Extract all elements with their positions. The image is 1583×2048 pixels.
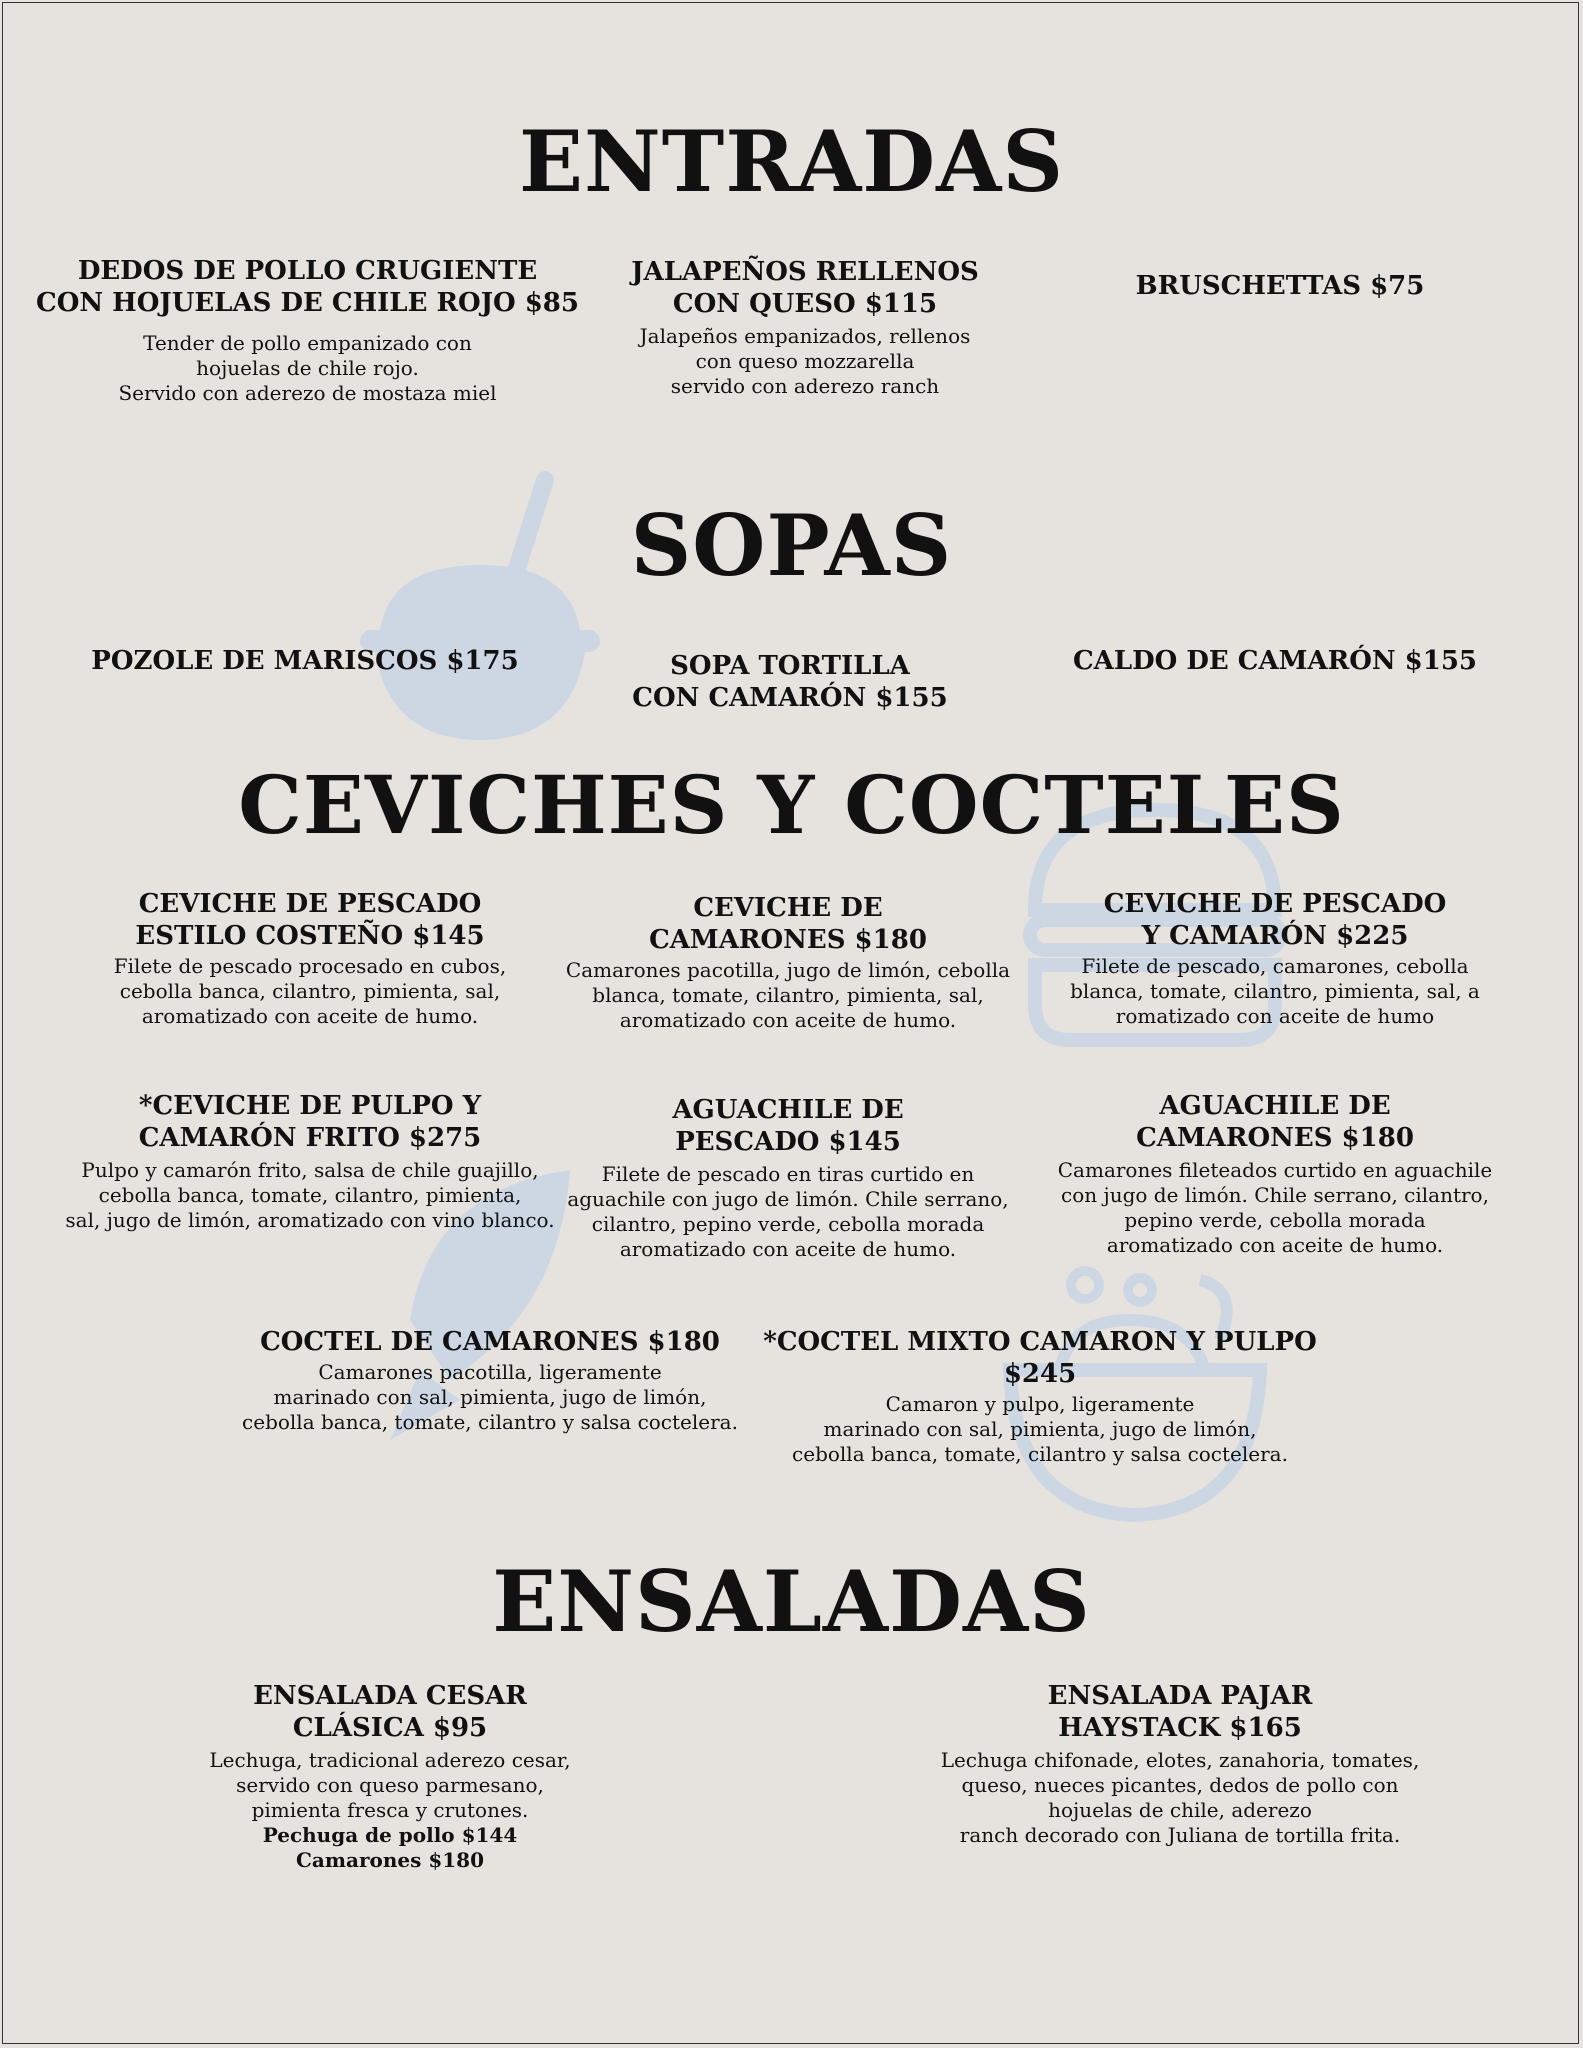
menu-item-name: ENSALADA CESAR CLÁSICA $95 — [253, 1681, 527, 1743]
menu-item — [1070, 270, 1490, 302]
section-title-sopas: SOPAS — [630, 496, 953, 595]
menu-item-description: Lechuga, tradicional aderezo cesar, servido con queso parmesano, pimienta fresca y crutones. — [209, 1748, 571, 1822]
menu-item-description: Pulpo y camarón frito, salsa de chile guajillo, cebolla banca, tomate, cilantro, pimienta, sal, jugo de limón, aromatizado con vino blanco. — [65, 1158, 555, 1232]
menu-item-name: CEVICHE DE PESCADO ESTILO COSTEÑO $145 — [135, 889, 485, 951]
menu-item-name: SOPA TORTILLA CON CAMARÓN $155 — [632, 651, 948, 713]
menu-item — [230, 1326, 750, 1435]
menu-item-name: CEVICHE DE PESCADO Y CAMARÓN $225 — [1103, 889, 1447, 951]
menu-item — [40, 1090, 580, 1233]
section-title-ensaladas: ENSALADAS — [492, 1552, 1091, 1651]
menu-item — [548, 1094, 1028, 1262]
menu-item — [560, 256, 1050, 399]
menu-item — [20, 255, 595, 406]
menu-item-name: CEVICHE DE CAMARONES $180 — [649, 893, 927, 955]
menu-item-name: AGUACHILE DE PESCADO $145 — [672, 1095, 904, 1157]
menu-item-description: Tender de pollo empanizado con hojuelas de chile rojo. Servido con aderezo de mostaza miel — [118, 331, 497, 405]
menu-item-name: CALDO DE CAMARÓN $155 — [1072, 646, 1478, 676]
menu-item-name: POZOLE DE MARISCOS $175 — [91, 646, 519, 676]
menu-item-description: Filete de pescado en tiras curtido en aguachile con jugo de limón. Chile serrano, cilantro, pepino verde, cebolla morada aromatizado con aceite de humo. — [567, 1162, 1009, 1261]
menu-item — [1055, 888, 1495, 1029]
menu-item-name: AGUACHILE DE CAMARONES $180 — [1136, 1091, 1414, 1153]
menu-item-description: Jalapeños empanizados, rellenos con queso mozzarella servido con aderezo ranch — [639, 324, 971, 398]
menu-item-description: Camarones pacotilla, jugo de limón, cebolla blanca, tomate, cilantro, pimienta, sal, aromatizado con aceite de humo. — [565, 958, 1011, 1032]
menu-item-name: BRUSCHETTAS $75 — [1135, 271, 1425, 301]
menu-item — [1045, 1090, 1505, 1258]
section-title-ceviches: CEVICHES Y COCTELES — [238, 758, 1345, 852]
menu-item-name: JALAPEÑOS RELLENOS CON QUESO $115 — [631, 257, 979, 319]
menu-item — [575, 650, 1005, 714]
menu-item-name: ENSALADA PAJAR HAYSTACK $165 — [1047, 1681, 1313, 1743]
menu-item-name: COCTEL DE CAMARONES $180 — [260, 1327, 720, 1357]
menu-item-description: Camarones fileteados curtido en aguachile con jugo de limón. Chile serrano, cilantro, pepino verde, cebolla morada aromatizado con aceite de humo. — [1057, 1158, 1493, 1257]
menu-item-description: Lechuga chifonade, elotes, zanahoria, tomates, queso, nueces picantes, dedos de pollo con hojuelas de chile, aderezo ranch decorado con Juliana de tortilla frita. — [940, 1748, 1420, 1847]
menu-item-description: Camarones pacotilla, ligeramente marinado con sal, pimienta, jugo de limón, cebolla banca, tomate, cilantro y salsa coctelera. — [242, 1360, 738, 1434]
menu-item-description: Camaron y pulpo, ligeramente marinado con sal, pimienta, jugo de limón, cebolla banca, tomate, cilantro y salsa coctelera. — [792, 1392, 1288, 1466]
menu-item-description: Filete de pescado procesado en cubos, cebolla banca, cilantro, pimienta, sal, aromatizado con aceite de humo. — [113, 954, 507, 1028]
menu-item-name: *COCTEL MIXTO CAMARON Y PULPO $245 — [763, 1327, 1317, 1389]
menu-item — [760, 1326, 1320, 1467]
menu-item — [50, 888, 570, 1029]
menu-item-name: DEDOS DE POLLO CRUGIENTE CON HOJUELAS DE CHILE ROJO $85 — [36, 256, 579, 318]
menu-item-extras: Pechuga de pollo $144 Camarones $180 — [262, 1823, 518, 1872]
menu-item — [1050, 645, 1500, 677]
menu-item — [160, 1680, 620, 1873]
menu-item-description: Filete de pescado, camarones, cebolla blanca, tomate, cilantro, pimienta, sal, a romatizado con aceite de humo — [1070, 954, 1480, 1028]
menu-item-name: *CEVICHE DE PULPO Y CAMARÓN FRITO $275 — [138, 1091, 482, 1153]
menu-item — [548, 892, 1028, 1033]
section-title-entradas: ENTRADAS — [519, 112, 1064, 211]
menu-item — [920, 1680, 1440, 1848]
menu-item — [60, 645, 550, 677]
